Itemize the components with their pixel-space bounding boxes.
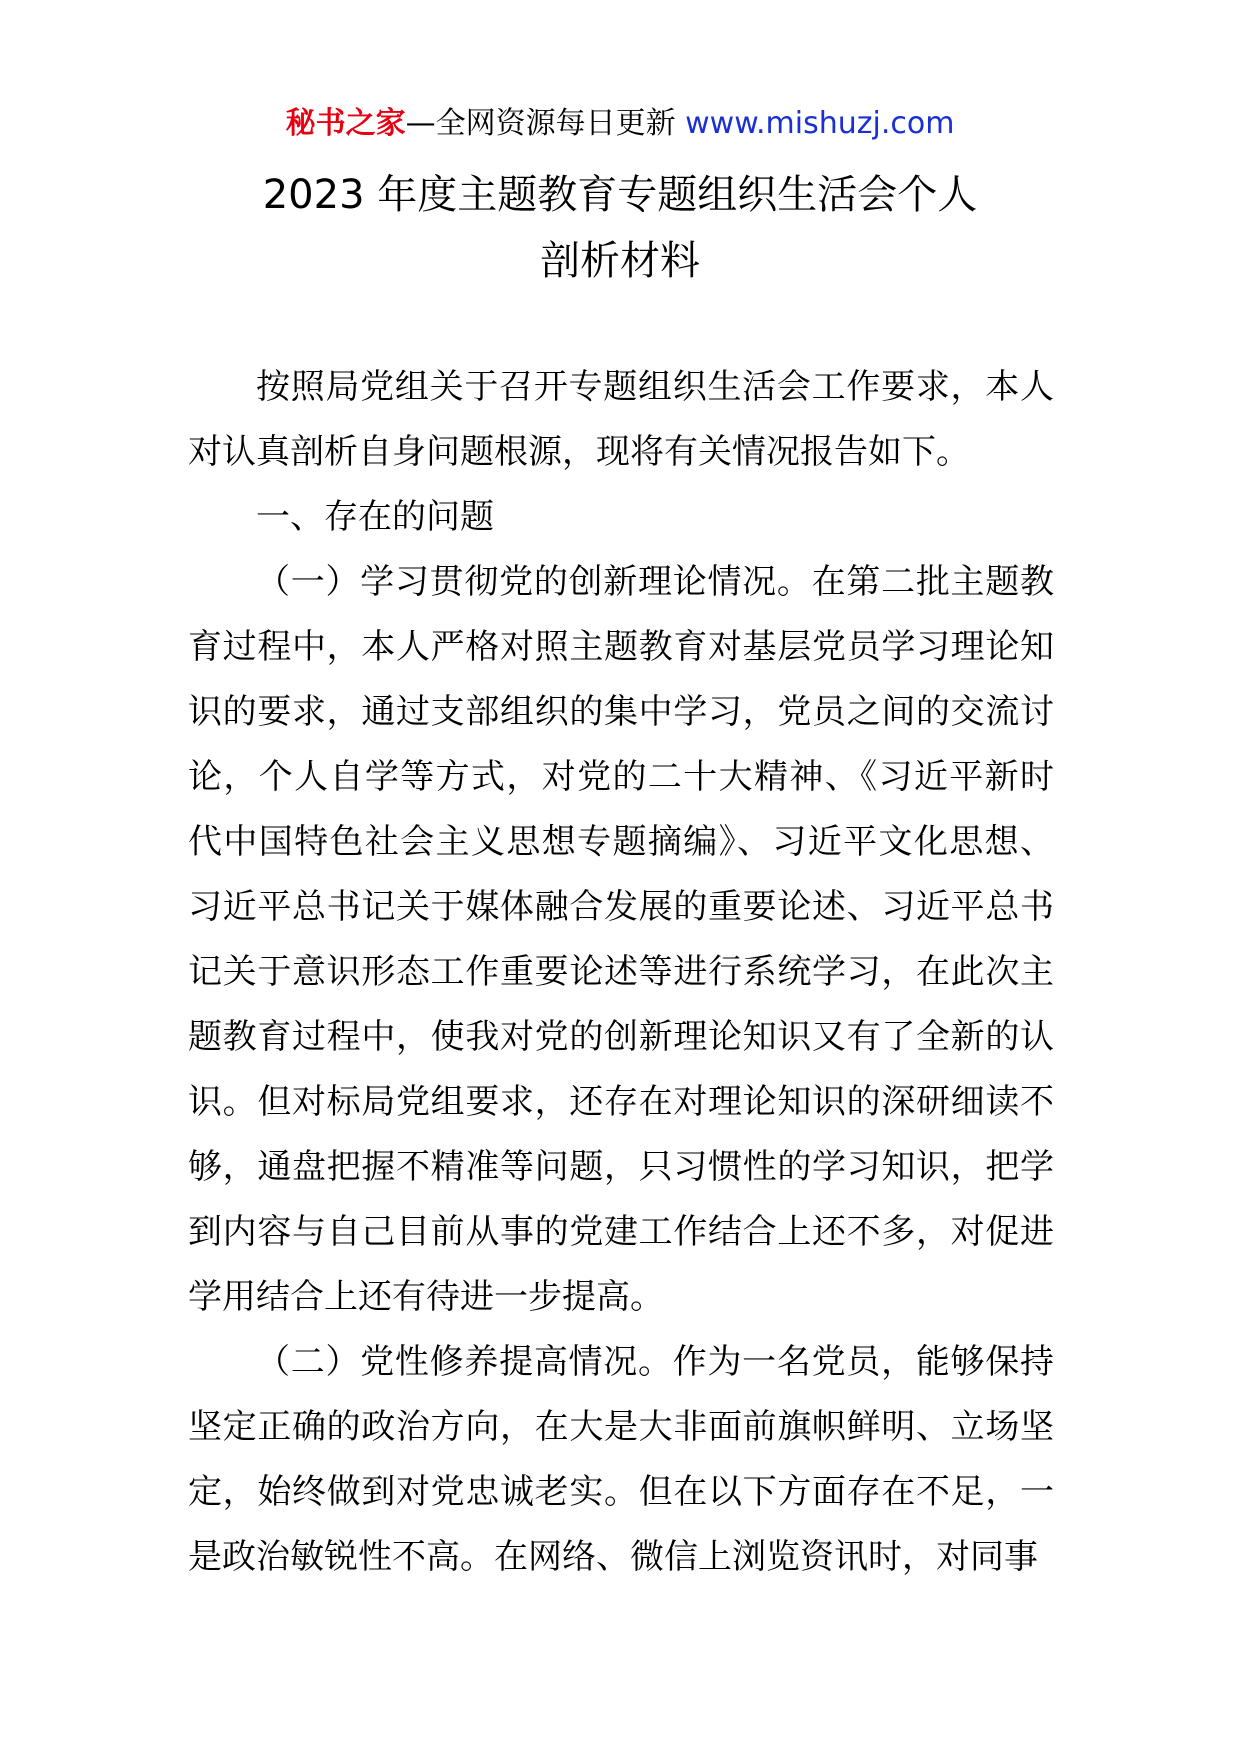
document-title — [0, 162, 1240, 294]
site-tagline: —全网资源每日更新 — [405, 106, 686, 141]
paragraph-party-spirit: （二）党性修养提高情况。作为一名党员，能够保持坚定正确的政治方向，在大是大非面前旗帜鲜明、立场坚定，始终做到对党忠诚老实。但在以下方面存在不足，一是政治敏锐性不高。在网络、微信上浏览资讯时，对同事 — [188, 1342, 1054, 1577]
title-line-1: 2023 年度主题教育专题组织生活会个人 — [262, 172, 978, 218]
site-header — [0, 100, 1240, 148]
document-body — [188, 355, 1054, 1590]
intro-paragraph: 按照局党组关于召开专题组织生活会工作要求，本人对认真剖析自身问题根源，现将有关情况报告如下。 — [188, 367, 1054, 472]
site-url-link[interactable]: www.mishuzj.com — [685, 106, 955, 141]
site-brand: 秘书之家 — [285, 106, 406, 141]
title-line-2: 剖析材料 — [540, 238, 700, 284]
section-heading-issues: 一、存在的问题 — [256, 497, 494, 537]
paragraph-theory-study: （一）学习贯彻党的创新理论情况。在第二批主题教育过程中，本人严格对照主题教育对基层党员学习理论知识的要求，通过支部组织的集中学习，党员之间的交流讨论，个人自学等方式，对党的二十大精神、《习近平新时代中国特色社会主义思想专题摘编》、习近平文化思想、习近平总书记关于媒体融合发展的重要论述、习近平总书记关于意识形态工作重要论述等进行系统学习，在此次主题教育过程中，使我对党的创新理论知识又有了全新的认识。但对标局党组要求，还存在对理论知识的深研细读不够，通盘把握不精准等问题，只习惯性的学习知识，把学到内容与自己目前从事的党建工作结合上还不多，对促进学用结合上还有待进一步提高。 — [188, 562, 1054, 1317]
